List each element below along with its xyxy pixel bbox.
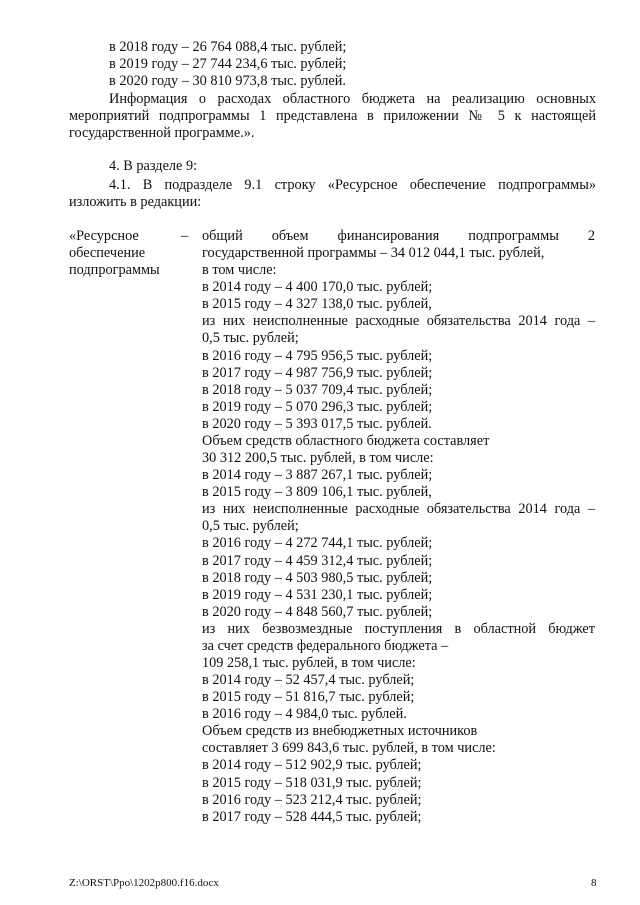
resource-line: в 2015 году – 518 031,9 тыс. рублей; bbox=[202, 775, 422, 791]
row-label-line: обеспечение bbox=[69, 245, 146, 261]
page-number: 8 bbox=[591, 877, 597, 889]
resource-line: в 2015 году – 51 816,7 тыс. рублей; bbox=[202, 689, 415, 705]
resource-line: в 2017 году – 528 444,5 тыс. рублей; bbox=[202, 809, 422, 825]
info-paragraph-line: государственной программе.». bbox=[69, 125, 255, 141]
resource-line: 30 312 200,5 тыс. рублей, в том числе: bbox=[202, 450, 434, 466]
resource-line: в 2015 году – 3 809 106,1 тыс. рублей, bbox=[202, 484, 432, 500]
resource-line: 109 258,1 тыс. рублей, в том числе: bbox=[202, 655, 416, 671]
year-line-2020: в 2020 году – 30 810 973,8 тыс. рублей. bbox=[109, 73, 346, 89]
resource-line: в 2018 году – 5 037 709,4 тыс. рублей; bbox=[202, 382, 433, 398]
resource-line: из них безвозмездные поступления в областной бюджет bbox=[202, 621, 595, 637]
resource-line: общий объем финансирования подпрограммы 2 bbox=[202, 228, 595, 244]
row-dash: – bbox=[181, 228, 189, 244]
resource-line: 0,5 тыс. рублей; bbox=[202, 330, 299, 346]
resource-line: в 2016 году – 4 984,0 тыс. рублей. bbox=[202, 706, 407, 722]
year-line-2018: в 2018 году – 26 764 088,4 тыс. рублей; bbox=[109, 39, 347, 55]
resource-line: в 2015 году – 4 327 138,0 тыс. рублей, bbox=[202, 296, 432, 312]
resource-line: в 2020 году – 4 848 560,7 тыс. рублей; bbox=[202, 604, 433, 620]
row-label bbox=[69, 228, 187, 279]
resource-line: за счет средств федерального бюджета – bbox=[202, 638, 449, 654]
row-label-line: подпрограммы bbox=[69, 262, 160, 278]
info-paragraph-line: Информация о расходах областного бюджета на реализацию основных bbox=[109, 91, 596, 107]
resource-line: в 2019 году – 4 531 230,1 тыс. рублей; bbox=[202, 587, 433, 603]
resource-line: в 2014 году – 3 887 267,1 тыс. рублей; bbox=[202, 467, 433, 483]
resource-line: в 2017 году – 4 987 756,9 тыс. рублей; bbox=[202, 365, 433, 381]
info-paragraph-line: мероприятий подпрограммы 1 представлена в приложении № 5 к настоящей bbox=[69, 108, 596, 124]
resource-line: в 2017 году – 4 459 312,4 тыс. рублей; bbox=[202, 553, 433, 569]
resource-line: в 2016 году – 523 212,4 тыс. рублей; bbox=[202, 792, 422, 808]
resource-line: в 2014 году – 4 400 170,0 тыс. рублей; bbox=[202, 279, 433, 295]
section-heading: 4. В разделе 9: bbox=[109, 158, 198, 174]
resource-line: Объем средств из внебюджетных источников bbox=[202, 723, 478, 739]
resource-line: 0,5 тыс. рублей; bbox=[202, 518, 299, 534]
resource-line: государственной программы – 34 012 044,1 тыс. рублей, bbox=[202, 245, 545, 261]
row-label-line: «Ресурсное bbox=[69, 228, 139, 244]
subsection-line: 4.1. В подразделе 9.1 строку «Ресурсное обеспечение подпрограммы» bbox=[109, 177, 596, 193]
resource-line: в том числе: bbox=[202, 262, 277, 278]
resource-line: Объем средств областного бюджета составляет bbox=[202, 433, 490, 449]
subsection-line: изложить в редакции: bbox=[69, 194, 202, 210]
resource-line: в 2016 году – 4 272 744,1 тыс. рублей; bbox=[202, 535, 433, 551]
resource-line: составляет 3 699 843,6 тыс. рублей, в том числе: bbox=[202, 740, 496, 756]
resource-line: в 2018 году – 4 503 980,5 тыс. рублей; bbox=[202, 570, 433, 586]
resource-line: в 2019 году – 5 070 296,3 тыс. рублей; bbox=[202, 399, 433, 415]
resource-line: из них неисполненные расходные обязательства 2014 года – bbox=[202, 501, 595, 517]
resource-line: в 2014 году – 52 457,4 тыс. рублей; bbox=[202, 672, 415, 688]
resource-line: в 2014 году – 512 902,9 тыс. рублей; bbox=[202, 757, 422, 773]
resource-line: из них неисполненные расходные обязательства 2014 года – bbox=[202, 313, 595, 329]
year-line-2019: в 2019 году – 27 744 234,6 тыс. рублей; bbox=[109, 56, 347, 72]
resource-line: в 2020 году – 5 393 017,5 тыс. рублей. bbox=[202, 416, 432, 432]
resource-line: в 2016 году – 4 795 956,5 тыс. рублей; bbox=[202, 348, 433, 364]
footer-file-path: Z:\ORST\Ppo\1202p800.f16.docx bbox=[69, 877, 219, 889]
